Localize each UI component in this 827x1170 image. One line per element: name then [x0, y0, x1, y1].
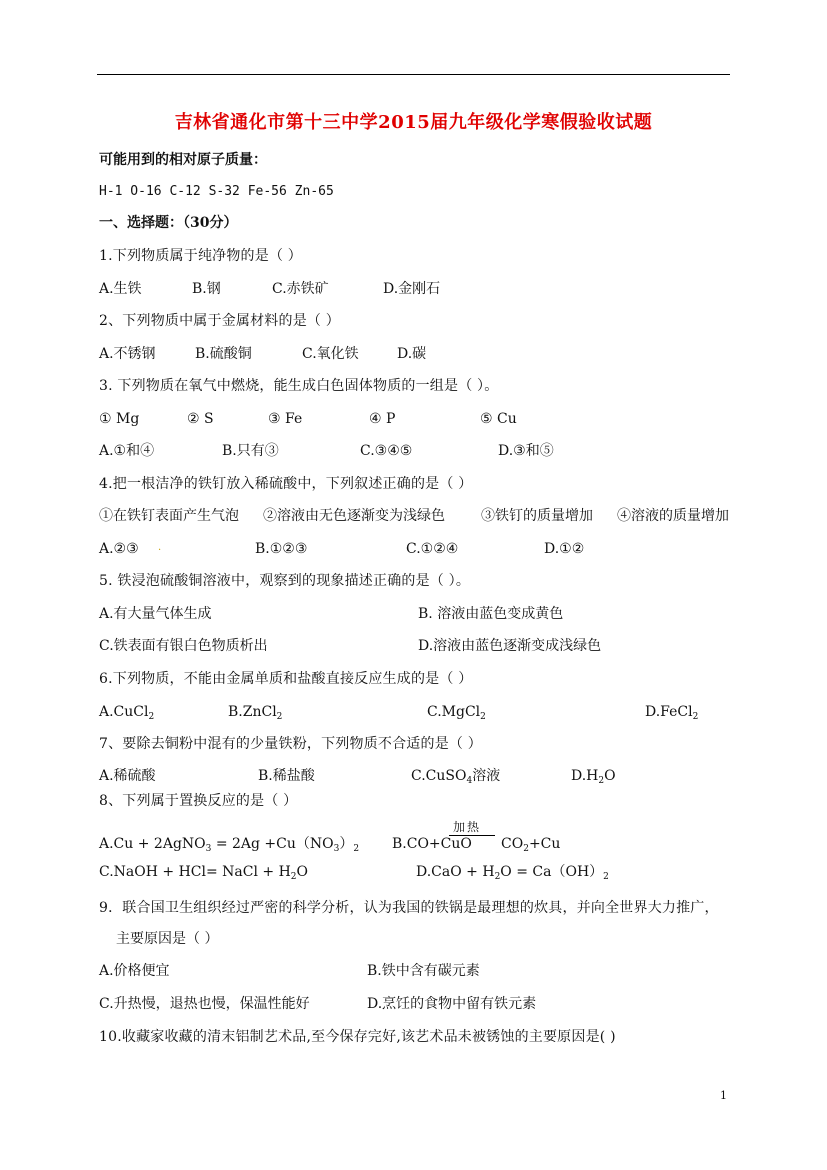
q4-statement-1: ①在铁钉表面产生气泡: [99, 508, 239, 524]
question-9-stem-line-1: 9．联合国卫生组织经过严密的科学分析，认为我国的铁锅是最理想的炊具，并向全世界大力推广，: [99, 900, 719, 916]
q2-option-a: A.不锈钢: [99, 346, 156, 362]
q2-option-c: C.氧化铁: [302, 346, 359, 362]
q9-option-a: A.价格便宜: [99, 963, 170, 979]
q2-option-b: B.硫酸铜: [195, 346, 252, 362]
question-4-stem: 4.把一根洁净的铁钉放入稀硫酸中，下列叙述正确的是（ ）: [99, 476, 473, 492]
section-heading: 一、选择题：（30分）: [99, 215, 238, 231]
question-10-stem: 10.收藏家收藏的清末铝制艺术品,至今保存完好,该艺术品未被锈蚀的主要原因是( ): [99, 1029, 616, 1045]
question-1-stem: 1.下列物质属于纯净物的是（ ）: [99, 248, 303, 264]
q7-option-d: $D.H_2O$: [571, 768, 616, 786]
q6-option-b: B.ZnCl$_2$: [228, 704, 283, 722]
q7-option-a: A.稀硫酸: [99, 768, 156, 784]
atomic-masses: H-1 O-16 C-12 S-32 Fe-56 Zn-65: [99, 184, 334, 199]
q4-option-b: B.①②③: [255, 541, 308, 557]
q4-statement-3: ③铁钉的质量增加: [481, 508, 593, 524]
q8-option-b-products: $CO_2+Cu$: [501, 836, 561, 854]
q3-item-5: ⑤ Cu: [480, 411, 517, 427]
q5-option-c: C.铁表面有银白色物质析出: [99, 638, 268, 654]
question-6-stem: 6.下列物质，不能由金属单质和盐酸直接反应生成的是（ ）: [99, 671, 473, 687]
q3-item-2: ② S: [187, 411, 214, 427]
question-2-stem: 2、下列物质中属于金属材料的是（ ）: [99, 313, 340, 329]
page-number: 1: [720, 1089, 727, 1102]
q3-item-4: ④ P: [369, 411, 396, 427]
question-3-stem: 3. 下列物质在氧气中燃烧，能生成白色固体物质的一组是（ ）。: [99, 378, 499, 394]
q9-option-d: D.烹饪的食物中留有铁元素: [367, 996, 537, 1012]
q8-option-d: $D.CaO + H_2O = Ca(OH)_2$: [416, 864, 609, 882]
q3-option-c: C.③④⑤: [360, 443, 413, 459]
q9-option-b: B.铁中含有碳元素: [367, 963, 480, 979]
q4-statement-2: ②溶液由无色逐渐变为浅绿色: [263, 508, 445, 524]
q8-option-a: A.Cu + 2AgNO$_3$ = $2Ag +Cu(NO_3)_2$: [99, 836, 360, 854]
q1-option-d: D.金刚石: [383, 281, 441, 297]
q4-option-d: D.①②: [544, 541, 585, 557]
q8-heat-condition: 加热: [453, 820, 482, 834]
q3-option-b: B.只有③: [222, 443, 279, 459]
q4-statement-4: ④溶液的质量增加: [617, 508, 729, 524]
q7-option-b: B.稀盐酸: [258, 768, 315, 784]
q3-option-a: A.①和④: [99, 443, 155, 459]
q1-option-c: C.赤铁矿: [272, 281, 329, 297]
q4-option-c: C.①②④: [406, 541, 459, 557]
q6-option-c: C.MgCl$_2$: [427, 704, 486, 722]
q2-option-d: D.碳: [397, 346, 427, 362]
atomic-mass-heading: 可能用到的相对原子质量：: [99, 152, 267, 168]
q8-option-b-reactants: B.CO+CuO: [392, 836, 472, 852]
q5-option-b: B. 溶液由蓝色变成黄色: [418, 606, 564, 622]
question-8-stem: 8、下列属于置换反应的是（ ）: [99, 793, 298, 809]
q7-option-c: C.CuSO$_4$溶液: [411, 768, 501, 786]
q8-option-c: C.NaOH + HCl= NaCl + $H_2O$: [99, 864, 309, 882]
stray-dot: .: [158, 542, 162, 553]
q4-option-a: A.②③: [99, 541, 139, 557]
q3-item-1: ① Mg: [99, 411, 140, 427]
question-7-stem: 7、要除去铜粉中混有的少量铁粉，下列物质不合适的是（ ）: [99, 736, 482, 752]
q9-option-c: C.升热慢，退热也慢，保温性能好: [99, 996, 310, 1012]
q1-option-b: B.钢: [192, 281, 221, 297]
q3-item-3: ③ Fe: [268, 411, 303, 427]
header-rule: [97, 74, 730, 75]
q1-option-a: A.生铁: [99, 281, 142, 297]
q5-option-d: D.溶液由蓝色逐渐变成浅绿色: [418, 638, 602, 654]
question-5-stem: 5. 铁浸泡硫酸铜溶液中，观察到的现象描述正确的是（ ）。: [99, 573, 471, 589]
q8-reaction-arrow: [449, 835, 495, 836]
page-title: 吉林省通化市第十三中学2015届九年级化学寒假验收试题: [174, 112, 653, 133]
q6-option-a: A.CuCl$_2$: [99, 704, 155, 722]
question-9-stem-line-2: 主要原因是（ ）: [116, 931, 219, 947]
q3-option-d: D.③和⑤: [498, 443, 554, 459]
q6-option-d: D.FeCl$_2$: [645, 704, 699, 722]
q5-option-a: A.有大量气体生成: [99, 606, 212, 622]
